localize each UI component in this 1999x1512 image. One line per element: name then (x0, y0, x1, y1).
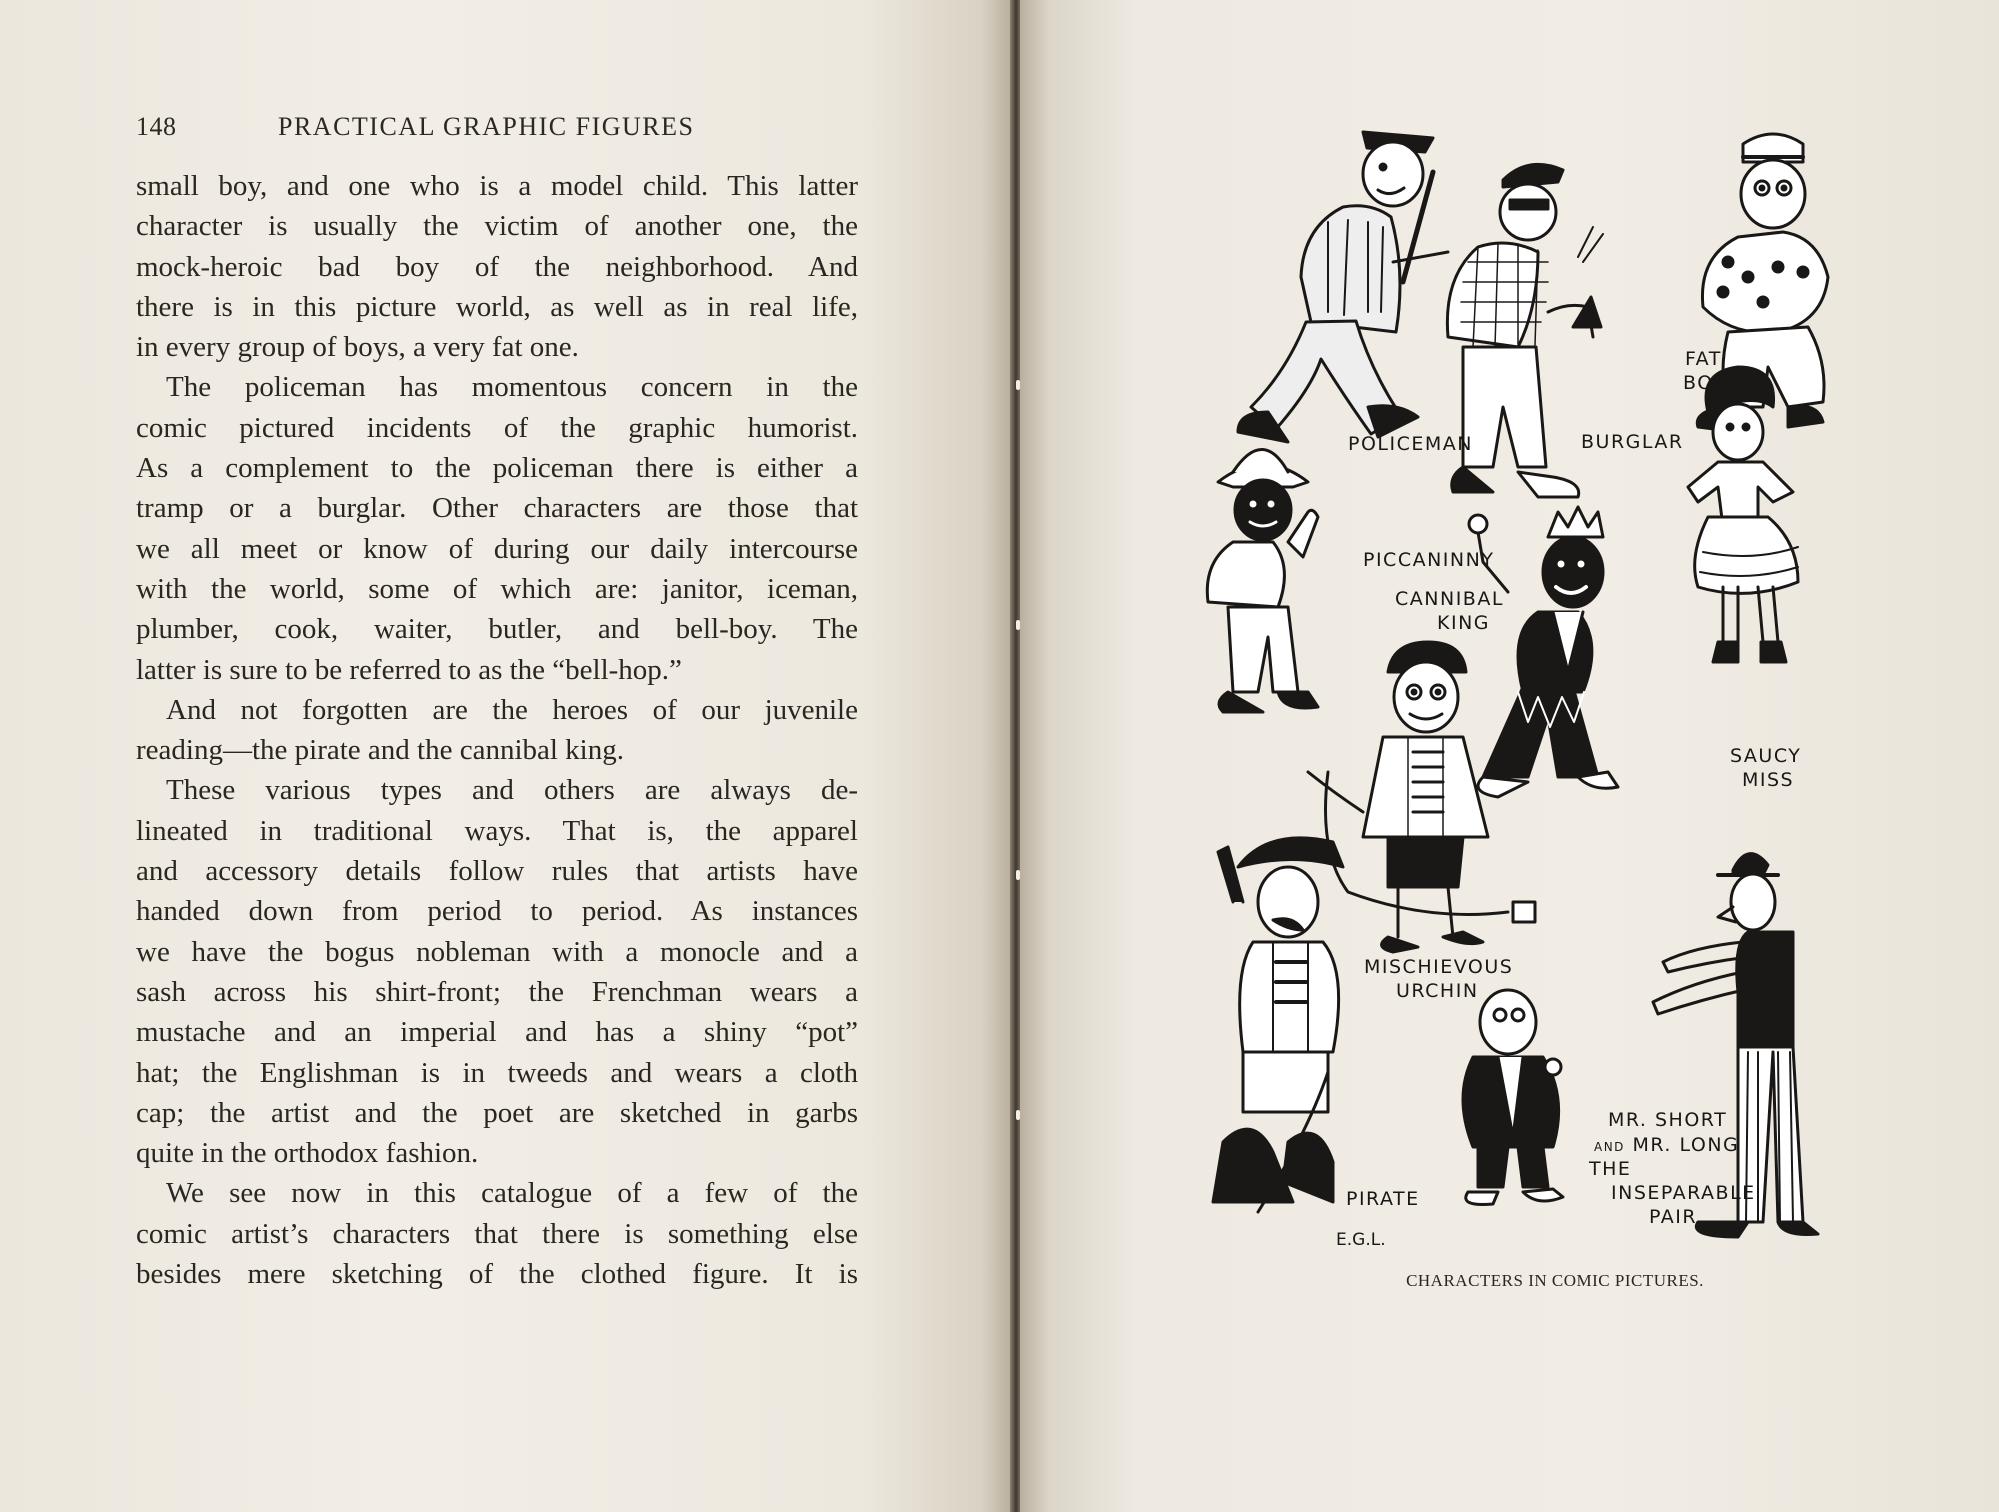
label-fat: FAT (1685, 348, 1722, 370)
text-line: character is usually the victim of another one, the (136, 210, 858, 243)
pirate-figure (1213, 838, 1343, 1212)
text-line: mustache and an imperial and has a shiny “pot” (136, 1016, 858, 1049)
text-line: latter is sure to be referred to as the “bell-hop.” (136, 653, 682, 686)
text-line: we all meet or know of during our daily intercourse (136, 532, 858, 565)
text-line: there is in this picture world, as well as in real life, (136, 290, 858, 323)
label-and: AND (1594, 1140, 1625, 1154)
label-pair: PAIR (1649, 1206, 1698, 1228)
text-line: sash across his shirt-front; the Frenchman wears a (136, 975, 858, 1008)
figure-caption: CHARACTERS IN COMIC PICTURES. (1406, 1271, 1704, 1290)
text-line: handed down from period to period. As instances (136, 895, 858, 928)
text-line: plumber, cook, waiter, butler, and bell-boy. The (136, 613, 858, 646)
text-line: As a complement to the policeman there is either a (136, 452, 858, 485)
text-line: reading—the pirate and the cannibal king. (136, 734, 624, 767)
text-line: in every group of boys, a very fat one. (136, 331, 579, 364)
page-number: 148 (136, 112, 177, 141)
label-mischievous: MISCHIEVOUS (1364, 956, 1514, 978)
label-inseparable: INSEPARABLE (1611, 1182, 1756, 1204)
policeman-figure (1238, 132, 1448, 442)
text-line: hat; the Englishman is in tweeds and wears a cloth (136, 1056, 858, 1089)
text-line: We see now in this catalogue of a few of the (166, 1177, 858, 1210)
text-line: lineated in traditional ways. That is, the apparel (136, 814, 858, 847)
text-line: comic artist’s characters that there is something else (136, 1217, 858, 1250)
label-mr-short: MR. SHORT (1608, 1109, 1728, 1131)
label-the: THE (1589, 1158, 1632, 1180)
text-line: comic pictured incidents of the graphic humorist. (136, 411, 858, 444)
label-cannibal: CANNIBAL (1395, 588, 1504, 610)
artist-signature: E.G.L. (1336, 1230, 1386, 1250)
illustration-drawing (1178, 112, 1870, 1262)
piccaninny-figure (1207, 450, 1318, 713)
label-burglar: BURGLAR (1581, 431, 1684, 453)
text-line: cap; the artist and the poet are sketched in garbs (136, 1096, 858, 1129)
text-line: small boy, and one who is a model child. This latter (136, 170, 858, 202)
label-urchin: URCHIN (1396, 980, 1479, 1002)
body-text (136, 166, 858, 1294)
text-line: quite in the orthodox fashion. (136, 1137, 479, 1170)
text-line: tramp or a burglar. Other characters are those that (136, 492, 858, 525)
mr-short-figure (1463, 990, 1563, 1205)
text-line: The policeman has momentous concern in the (166, 371, 858, 404)
running-head (136, 112, 856, 146)
label-piccaninny: PICCANINNY (1363, 549, 1495, 571)
mr-long-figure (1653, 854, 1818, 1237)
label-miss: MISS (1742, 769, 1795, 791)
label-pirate: PIRATE (1346, 1188, 1420, 1210)
label-saucy: SAUCY (1730, 745, 1802, 767)
label-and-mr-long (1594, 1133, 1739, 1159)
text-line: These various types and others are always de- (166, 774, 858, 807)
running-head-title: PRACTICAL GRAPHIC FIGURES (278, 112, 695, 141)
label-king: KING (1437, 612, 1490, 634)
label-policeman: POLICEMAN (1348, 433, 1473, 455)
label-boy: BOY (1683, 372, 1726, 394)
comic-characters-illustration (1178, 112, 1870, 1262)
text-line: mock-heroic bad boy of the neighborhood. And (136, 250, 858, 283)
text-line: And not forgotten are the heroes of our juvenile (166, 693, 858, 726)
text-line: besides mere sketching of the clothed figure. It is (136, 1258, 858, 1291)
text-line: and accessory details follow rules that artists have (136, 855, 858, 888)
text-line: with the world, some of which are: janitor, iceman, (136, 572, 858, 605)
text-line: we have the bogus nobleman with a monocle and a (136, 935, 858, 968)
label-mr-long: MR. LONG (1632, 1134, 1740, 1156)
